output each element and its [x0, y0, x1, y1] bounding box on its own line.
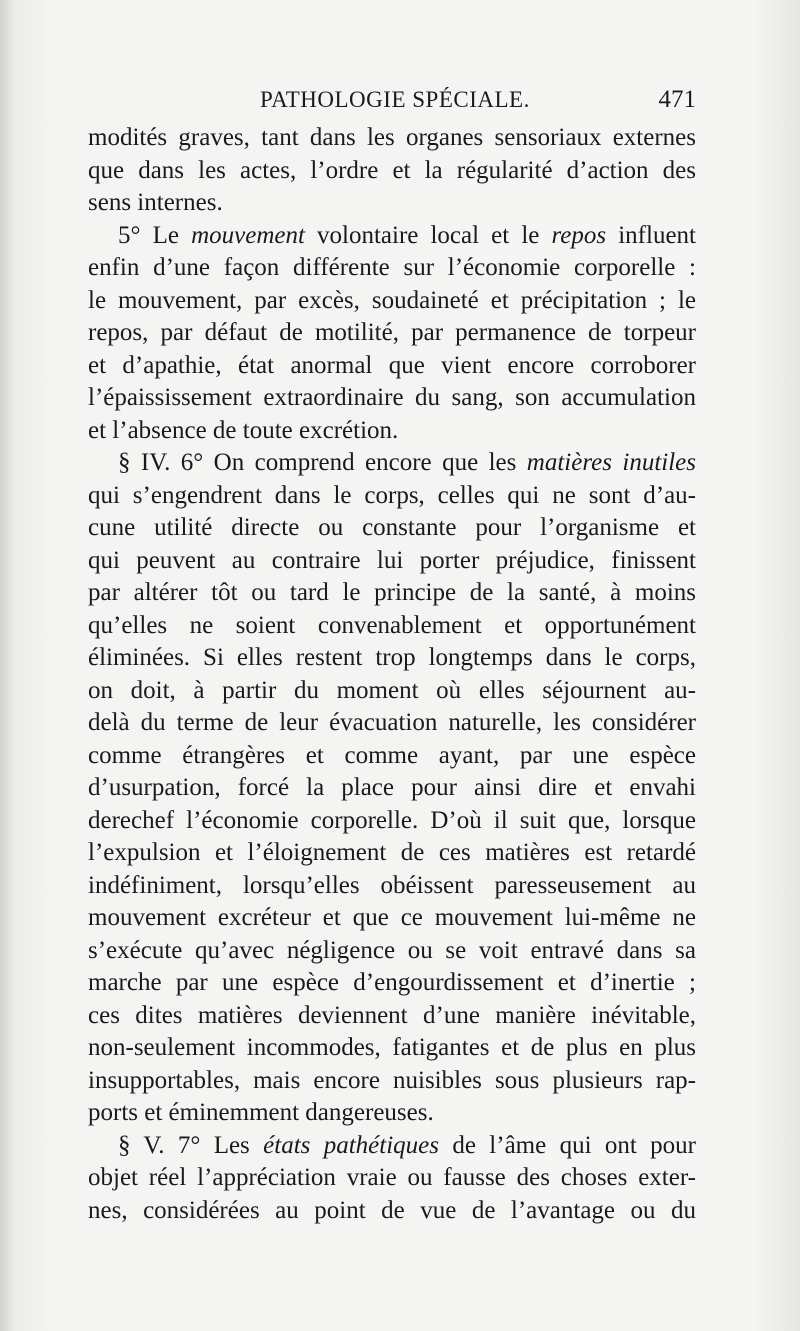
running-title: PATHOLOGIE SPÉCIALE.	[260, 87, 530, 112]
text-line-2: que dans les actes, l’ordre et la régularité d’action des	[88, 156, 696, 184]
italic-term: états pathétiques	[263, 1131, 439, 1159]
text-line-28: ces dites matières deviennent d’une manière inévitable,	[88, 1001, 696, 1029]
text-line-15: par altérer tôt ou tard le principe de la santé, à moins	[88, 579, 696, 606]
text-line-27: marche par une espèce d’engourdissement et d’inertie ;	[88, 969, 696, 996]
text-line-18: on doit, à partir du moment où elles séjournent au-	[88, 676, 696, 704]
text-line-9: l’épaississement extraordinaire du sang, son accumulation	[88, 384, 696, 411]
text-line-5: enfin d’une façon différente sur l’économie corporelle :	[88, 254, 696, 281]
body-text	[88, 122, 696, 1227]
text-line-3: sens internes.	[88, 189, 223, 216]
text-line-6: le mouvement, par excès, soudaineté et précipitation ; le	[88, 286, 696, 314]
text-line-24: indéfiniment, lorsqu’elles obéissent paresseusement au	[88, 871, 696, 899]
text-line-17: éliminées. Si elles restent trop longtemps dans le corps,	[88, 644, 696, 671]
text-line-32: § V. 7° Les états pathétiques de l’âme qui ont pour	[118, 1131, 696, 1159]
italic-term: mouvement	[191, 221, 305, 249]
text-line-8: et d’apathie, état anormal que vient encore corroborer	[88, 351, 696, 379]
text-line-11: § IV. 6° On comprend encore que les matières inutiles	[118, 449, 696, 476]
page-number: 471	[658, 86, 696, 113]
text-line-33: objet réel l’appréciation vraie ou fausse des choses exter-	[88, 1164, 696, 1191]
text-line-25: mouvement excréteur et que ce mouvement lui-même ne	[88, 904, 696, 931]
text-line-7: repos, par défaut de motilité, par permanence de torpeur	[88, 319, 696, 346]
text-line-22: derechef l’économie corporelle. D’où il suit que, lorsque	[88, 806, 696, 834]
text-line-19: delà du terme de leur évacuation naturelle, les considérer	[88, 709, 696, 736]
text-line-4: 5° Le mouvement volontaire local et le repos influent	[118, 221, 696, 249]
text-line-34: nes, considérées au point de vue de l’avantage ou du	[88, 1196, 696, 1224]
text-line-20: comme étrangères et comme ayant, par une espèce	[88, 741, 696, 769]
text-line-30: insupportables, mais encore nuisibles sous plusieurs rap-	[88, 1066, 696, 1094]
text-line-31: ports et éminemment dangereuses.	[88, 1099, 434, 1126]
text-line-1: modités graves, tant dans les organes sensoriaux externes	[88, 124, 696, 151]
text-line-10: et l’absence de toute excrétion.	[88, 416, 399, 444]
page-header	[88, 82, 696, 118]
italic-term: repos	[551, 221, 607, 249]
text-line-26: s’exécute qu’avec négligence ou se voit entravé dans sa	[88, 936, 696, 964]
text-line-12: qui s’engendrent dans le corps, celles qui ne sont d’au-	[88, 481, 696, 509]
text-line-16: qu’elles ne soient convenablement et opportunément	[88, 611, 696, 639]
text-line-13: cune utilité directe ou constante pour l’organisme et	[88, 514, 696, 541]
text-line-14: qui peuvent au contraire lui porter préjudice, finissent	[88, 546, 696, 574]
italic-term: matières inutiles	[526, 449, 696, 476]
text-line-21: d’usurpation, forcé la place pour ainsi dire et envahi	[88, 774, 696, 801]
text-line-29: non-seulement incommodes, fatigantes et de plus en plus	[88, 1034, 696, 1061]
text-line-23: l’expulsion et l’éloignement de ces matières est retardé	[88, 839, 696, 866]
